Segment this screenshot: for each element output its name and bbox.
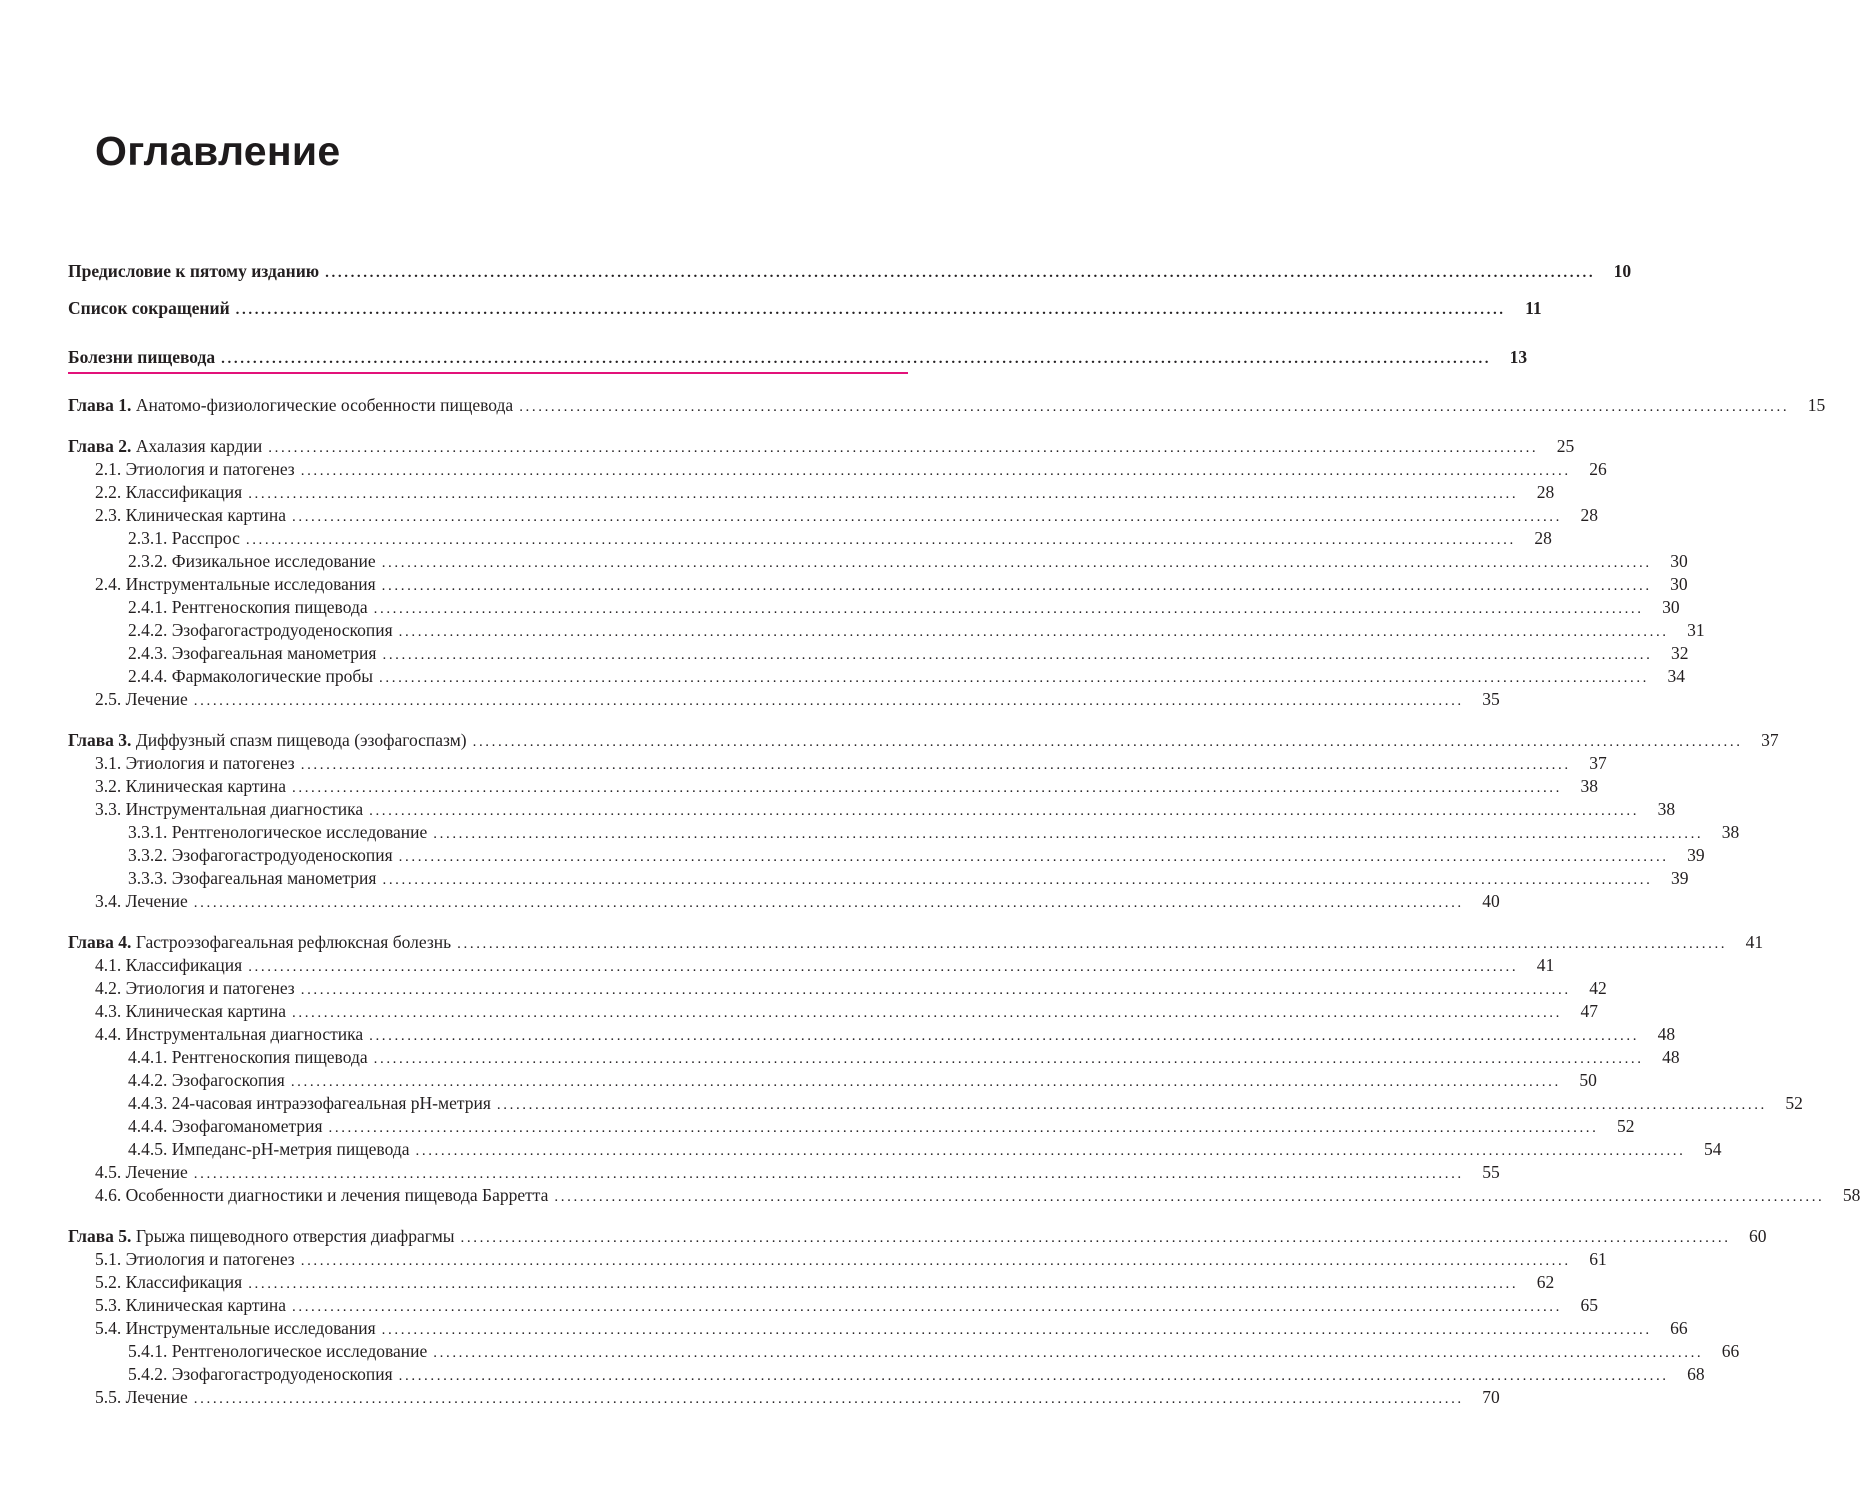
toc-subentry-page: 52 [1785,1093,1803,1113]
toc-subentry-label: 2.3.1. Расспрос [128,528,240,548]
chapter-number: Глава 1. [68,395,132,415]
toc-subentry-label: 2.4.3. Эзофагеальная манометрия [128,643,377,663]
toc-subentry [68,867,1689,890]
toc-subentry-label: 2.4.2. Эзофагогастродуоденоскопия [128,620,393,640]
leader-dots: ........................................................................................................................................................................................................ [381,578,1652,594]
toc-entry-preface [68,260,1632,283]
toc-subentry-page: 28 [1534,528,1552,548]
toc-subentry [68,1046,1680,1069]
leader-dots: ........................................................................................................................................................................................................ [496,1097,1767,1113]
toc-subentry [68,1161,1500,1184]
toc-subentry-label: 2.5. Лечение [95,689,188,709]
leader-dots: ........................................................................................................................................................................................................ [379,670,1650,686]
toc-subentry-label: 4.3. Клиническая картина [95,1001,286,1021]
leader-dots: ........................................................................................................................................................................................................ [460,1230,1731,1246]
leader-dots: ........................................................................................................................................................................................................ [292,509,1562,525]
leader-dots: ........................................................................................................................................................................................................ [248,486,1519,502]
toc-chapter-3 [68,729,1779,752]
toc-entry-label: Предисловие к пятому изданию [68,261,320,281]
toc-subentry-label: 2.3. Клиническая картина [95,505,286,525]
leader-dots: ........................................................................................................................................................................................................ [398,849,1669,865]
toc-subentry [68,977,1607,1000]
toc-chapter-page: 25 [1556,436,1575,456]
leader-dots: ........................................................................................................................................................................................................ [415,1143,1686,1159]
toc-subentry [68,550,1688,573]
toc-subentry-label: 4.1. Классификация [95,955,243,975]
toc-subentry-page: 61 [1589,1249,1607,1269]
chapter-title: Гастроэзофагеальная рефлюксная болезнь [135,932,452,952]
toc-chapter-page: 41 [1745,932,1764,952]
toc-entry-page: 10 [1613,261,1632,281]
toc-subentry-page: 70 [1482,1387,1500,1407]
toc-subentry-page: 39 [1687,845,1705,865]
leader-dots: ........................................................................................................................................................................................................ [457,936,1728,952]
toc-subentry-label: 5.4.2. Эзофагогастродуоденоскопия [128,1364,393,1384]
leader-dots: ........................................................................................................................................................................................................ [248,1276,1519,1292]
leader-dots: ........................................................................................................................................................................................................ [382,872,1653,888]
leader-dots: ........................................................................................................................................................................................................ [300,757,1571,773]
toc-subentry-page: 32 [1670,643,1689,663]
toc-subentry-label: 3.1. Этиология и патогенез [95,753,295,773]
chapter-title: Грыжа пищеводного отверстия диафрагмы [135,1226,455,1246]
toc-subentry-label: 5.2. Классификация [95,1272,243,1292]
toc-subentry [68,619,1705,642]
toc-subentry [68,1386,1500,1409]
leader-dots: ........................................................................................................................................................................................................ [554,1189,1825,1205]
leader-dots: ........................................................................................................................................................................................................ [300,1253,1571,1269]
leader-dots: ........................................................................................................................................................................................................ [373,1051,1644,1067]
leader-dots: ........................................................................................................................................................................................................ [519,399,1790,415]
page-title: Оглавление [95,128,341,174]
leader-dots: ........................................................................................................................................................................................................ [193,895,1464,911]
toc-subentry-page: 66 [1721,1341,1740,1361]
toc-subentry [68,481,1555,504]
toc-subentry-label: 4.2. Этиология и патогенез [95,978,295,998]
toc-chapter-label [68,394,513,417]
leader-dots: ........................................................................................................................................................................................................ [292,1299,1562,1315]
leader-dots: ........................................................................................................................................................................................................ [472,734,1743,750]
leader-dots: ........................................................................................................................................................................................................ [300,982,1571,998]
toc-subentry-page: 31 [1687,620,1705,640]
toc-subentry [68,688,1500,711]
toc-subentry-page: 39 [1670,868,1689,888]
leader-dots: ........................................................................................................................................................................................................ [398,624,1669,640]
leader-dots: ........................................................................................................................................................................................................ [328,1120,1599,1136]
toc-subentry-label: 2.4. Инструментальные исследования [95,574,376,594]
toc-subentry [68,458,1607,481]
toc-subentry [68,527,1552,550]
toc-subentry [68,504,1598,527]
toc-subentry-page: 34 [1667,666,1686,686]
toc-subentry-label: 5.3. Клиническая картина [95,1295,286,1315]
toc-subentry [68,1023,1676,1046]
toc-subentry-label: 4.4.2. Эзофагоскопия [128,1070,285,1090]
toc-subentry-page: 68 [1687,1364,1705,1384]
toc-subentry-label: 4.4.5. Импеданс-рН-метрия пищевода [128,1139,410,1159]
toc-subentry [68,642,1689,665]
toc-chapter-label [68,931,451,954]
toc-subentry-page: 48 [1657,1024,1676,1044]
toc-subentry [68,1317,1688,1340]
toc-subentry-page: 40 [1482,891,1500,911]
toc-entry-page: 11 [1525,298,1542,318]
toc-subentry [68,1248,1607,1271]
leader-dots: ........................................................................................................................................................................................................ [369,1028,1640,1044]
toc-chapter-page: 60 [1749,1226,1767,1246]
toc-chapter-label [68,1225,455,1248]
leader-dots: ........................................................................................................................................................................................................ [221,351,1492,367]
toc-subentry-label: 4.4. Инструментальная диагностика [95,1024,364,1044]
leader-dots: ........................................................................................................................................................................................................ [248,959,1519,975]
chapter-title: Анатомо-физиологические особенности пищевода [135,395,514,415]
chapter-number: Глава 3. [68,730,132,750]
toc-subentry-label: 3.3.1. Рентгенологическое исследование [128,822,428,842]
leader-dots: ........................................................................................................................................................................................................ [292,780,1562,796]
leader-dots: ........................................................................................................................................................................................................ [381,555,1652,571]
toc-section-heading [68,346,1528,370]
toc-subentry-label: 2.4.4. Фармакологические пробы [128,666,374,686]
toc-subentry-page: 38 [1580,776,1598,796]
toc-subentry-page: 52 [1617,1116,1635,1136]
toc-subentry-label: 5.1. Этиология и патогенез [95,1249,295,1269]
toc-chapter-4 [68,931,1764,954]
toc-section-page: 13 [1509,347,1528,367]
chapter-number: Глава 4. [68,932,132,952]
leader-dots: ........................................................................................................................................................................................................ [300,463,1571,479]
toc-subentry [68,1363,1705,1386]
toc-subentry-label: 3.3.3. Эзофагеальная манометрия [128,868,377,888]
toc-chapter-page: 15 [1807,395,1826,415]
toc-subentry [68,752,1607,775]
toc-subentry [68,1271,1555,1294]
table-of-contents [68,260,1860,1409]
leader-dots: ........................................................................................................................................................................................................ [290,1074,1561,1090]
toc-subentry [68,775,1598,798]
toc-subentry-label: 5.4.1. Рентгенологическое исследование [128,1341,428,1361]
toc-subentry-page: 58 [1842,1185,1860,1205]
toc-subentry [68,1115,1635,1138]
toc-chapter-label [68,729,467,752]
toc-subentry [68,665,1686,688]
toc-subentry [68,1069,1597,1092]
section-divider [68,372,908,374]
toc-subentry [68,954,1555,977]
toc-subentry-label: 3.4. Лечение [95,891,188,911]
toc-subentry [68,1138,1722,1161]
toc-subentry [68,1340,1740,1363]
toc-subentry [68,596,1680,619]
toc-subentry-page: 47 [1580,1001,1598,1021]
toc-entry-abbreviations [68,297,1542,320]
toc-subentry-page: 62 [1536,1272,1555,1292]
toc-subentry-page: 66 [1670,1318,1688,1338]
toc-section-label: Болезни пищевода [68,347,216,367]
toc-subentry-label: 2.2. Классификация [95,482,243,502]
toc-subentry [68,1294,1598,1317]
toc-subentry-label: 2.3.2. Физикальное исследование [128,551,376,571]
toc-subentry-label: 4.4.3. 24-часовая интраэзофагеальная рН-метрия [128,1093,491,1113]
leader-dots: ........................................................................................................................................................................................................ [268,440,1539,456]
leader-dots: ........................................................................................................................................................................................................ [381,1322,1652,1338]
toc-subentry-label: 3.3.2. Эзофагогастродуоденоскопия [128,845,393,865]
toc-subentry-page: 55 [1482,1162,1500,1182]
leader-dots: ........................................................................................................................................................................................................ [245,532,1516,548]
toc-chapter-label [68,435,262,458]
toc-subentry-page: 30 [1670,574,1688,594]
toc-subentry-page: 54 [1704,1139,1722,1159]
leader-dots: ........................................................................................................................................................................................................ [292,1005,1562,1021]
toc-subentry-label: 2.4.1. Рентгеноскопия пищевода [128,597,368,617]
toc-chapter-page: 37 [1761,730,1779,750]
toc-subentry-page: 30 [1662,597,1680,617]
leader-dots: ........................................................................................................................................................................................................ [193,693,1464,709]
toc-subentry-page: 28 [1536,482,1555,502]
toc-subentry [68,798,1676,821]
toc-subentry-page: 38 [1721,822,1740,842]
toc-entry-label: Список сокращений [68,298,230,318]
leader-dots: ........................................................................................................................................................................................................ [382,647,1653,663]
toc-subentry-label: 5.4. Инструментальные исследования [95,1318,376,1338]
toc-chapter-1 [68,394,1826,417]
toc-subentry-label: 2.1. Этиология и патогенез [95,459,295,479]
toc-subentry-page: 30 [1670,551,1688,571]
toc-subentry-page: 50 [1579,1070,1597,1090]
toc-subentry-label: 4.5. Лечение [95,1162,188,1182]
leader-dots: ........................................................................................................................................................................................................ [193,1166,1464,1182]
toc-subentry-page: 48 [1662,1047,1680,1067]
leader-dots: ........................................................................................................................................................................................................ [235,302,1506,318]
toc-subentry-page: 28 [1580,505,1598,525]
leader-dots: ........................................................................................................................................................................................................ [433,826,1704,842]
toc-subentry-label: 3.3. Инструментальная диагностика [95,799,364,819]
toc-subentry-label: 4.6. Особенности диагностики и лечения пищевода Барретта [95,1185,549,1205]
toc-subentry-page: 35 [1482,689,1500,709]
toc-subentry-label: 4.4.1. Рентгеноскопия пищевода [128,1047,368,1067]
toc-subentry-page: 37 [1589,753,1607,773]
leader-dots: ........................................................................................................................................................................................................ [369,803,1640,819]
chapter-title: Диффузный спазм пищевода (эзофагоспазм) [135,730,467,750]
toc-subentry [68,1092,1803,1115]
leader-dots: ........................................................................................................................................................................................................ [373,601,1644,617]
leader-dots: ........................................................................................................................................................................................................ [325,265,1596,281]
toc-subentry-label: 4.4.4. Эзофагоманометрия [128,1116,323,1136]
toc-subentry [68,844,1705,867]
chapter-number: Глава 5. [68,1226,132,1246]
toc-chapter-5 [68,1225,1767,1248]
toc-subentry [68,1184,1860,1207]
toc-subentry [68,890,1500,913]
leader-dots: ........................................................................................................................................................................................................ [433,1345,1704,1361]
toc-chapter-2 [68,435,1575,458]
toc-subentry [68,573,1688,596]
toc-subentry [68,1000,1598,1023]
toc-subentry-label: 3.2. Клиническая картина [95,776,286,796]
chapter-list [68,394,1860,1409]
toc-subentry-page: 42 [1589,978,1607,998]
toc-subentry-label: 5.5. Лечение [95,1387,188,1407]
chapter-title: Ахалазия кардии [135,436,263,456]
toc-subentry-page: 65 [1580,1295,1598,1315]
toc-subentry-page: 41 [1536,955,1555,975]
toc-subentry-page: 26 [1589,459,1607,479]
toc-subentry [68,821,1740,844]
chapter-number: Глава 2. [68,436,132,456]
leader-dots: ........................................................................................................................................................................................................ [398,1368,1669,1384]
toc-subentry-page: 38 [1657,799,1676,819]
leader-dots: ........................................................................................................................................................................................................ [193,1391,1464,1407]
